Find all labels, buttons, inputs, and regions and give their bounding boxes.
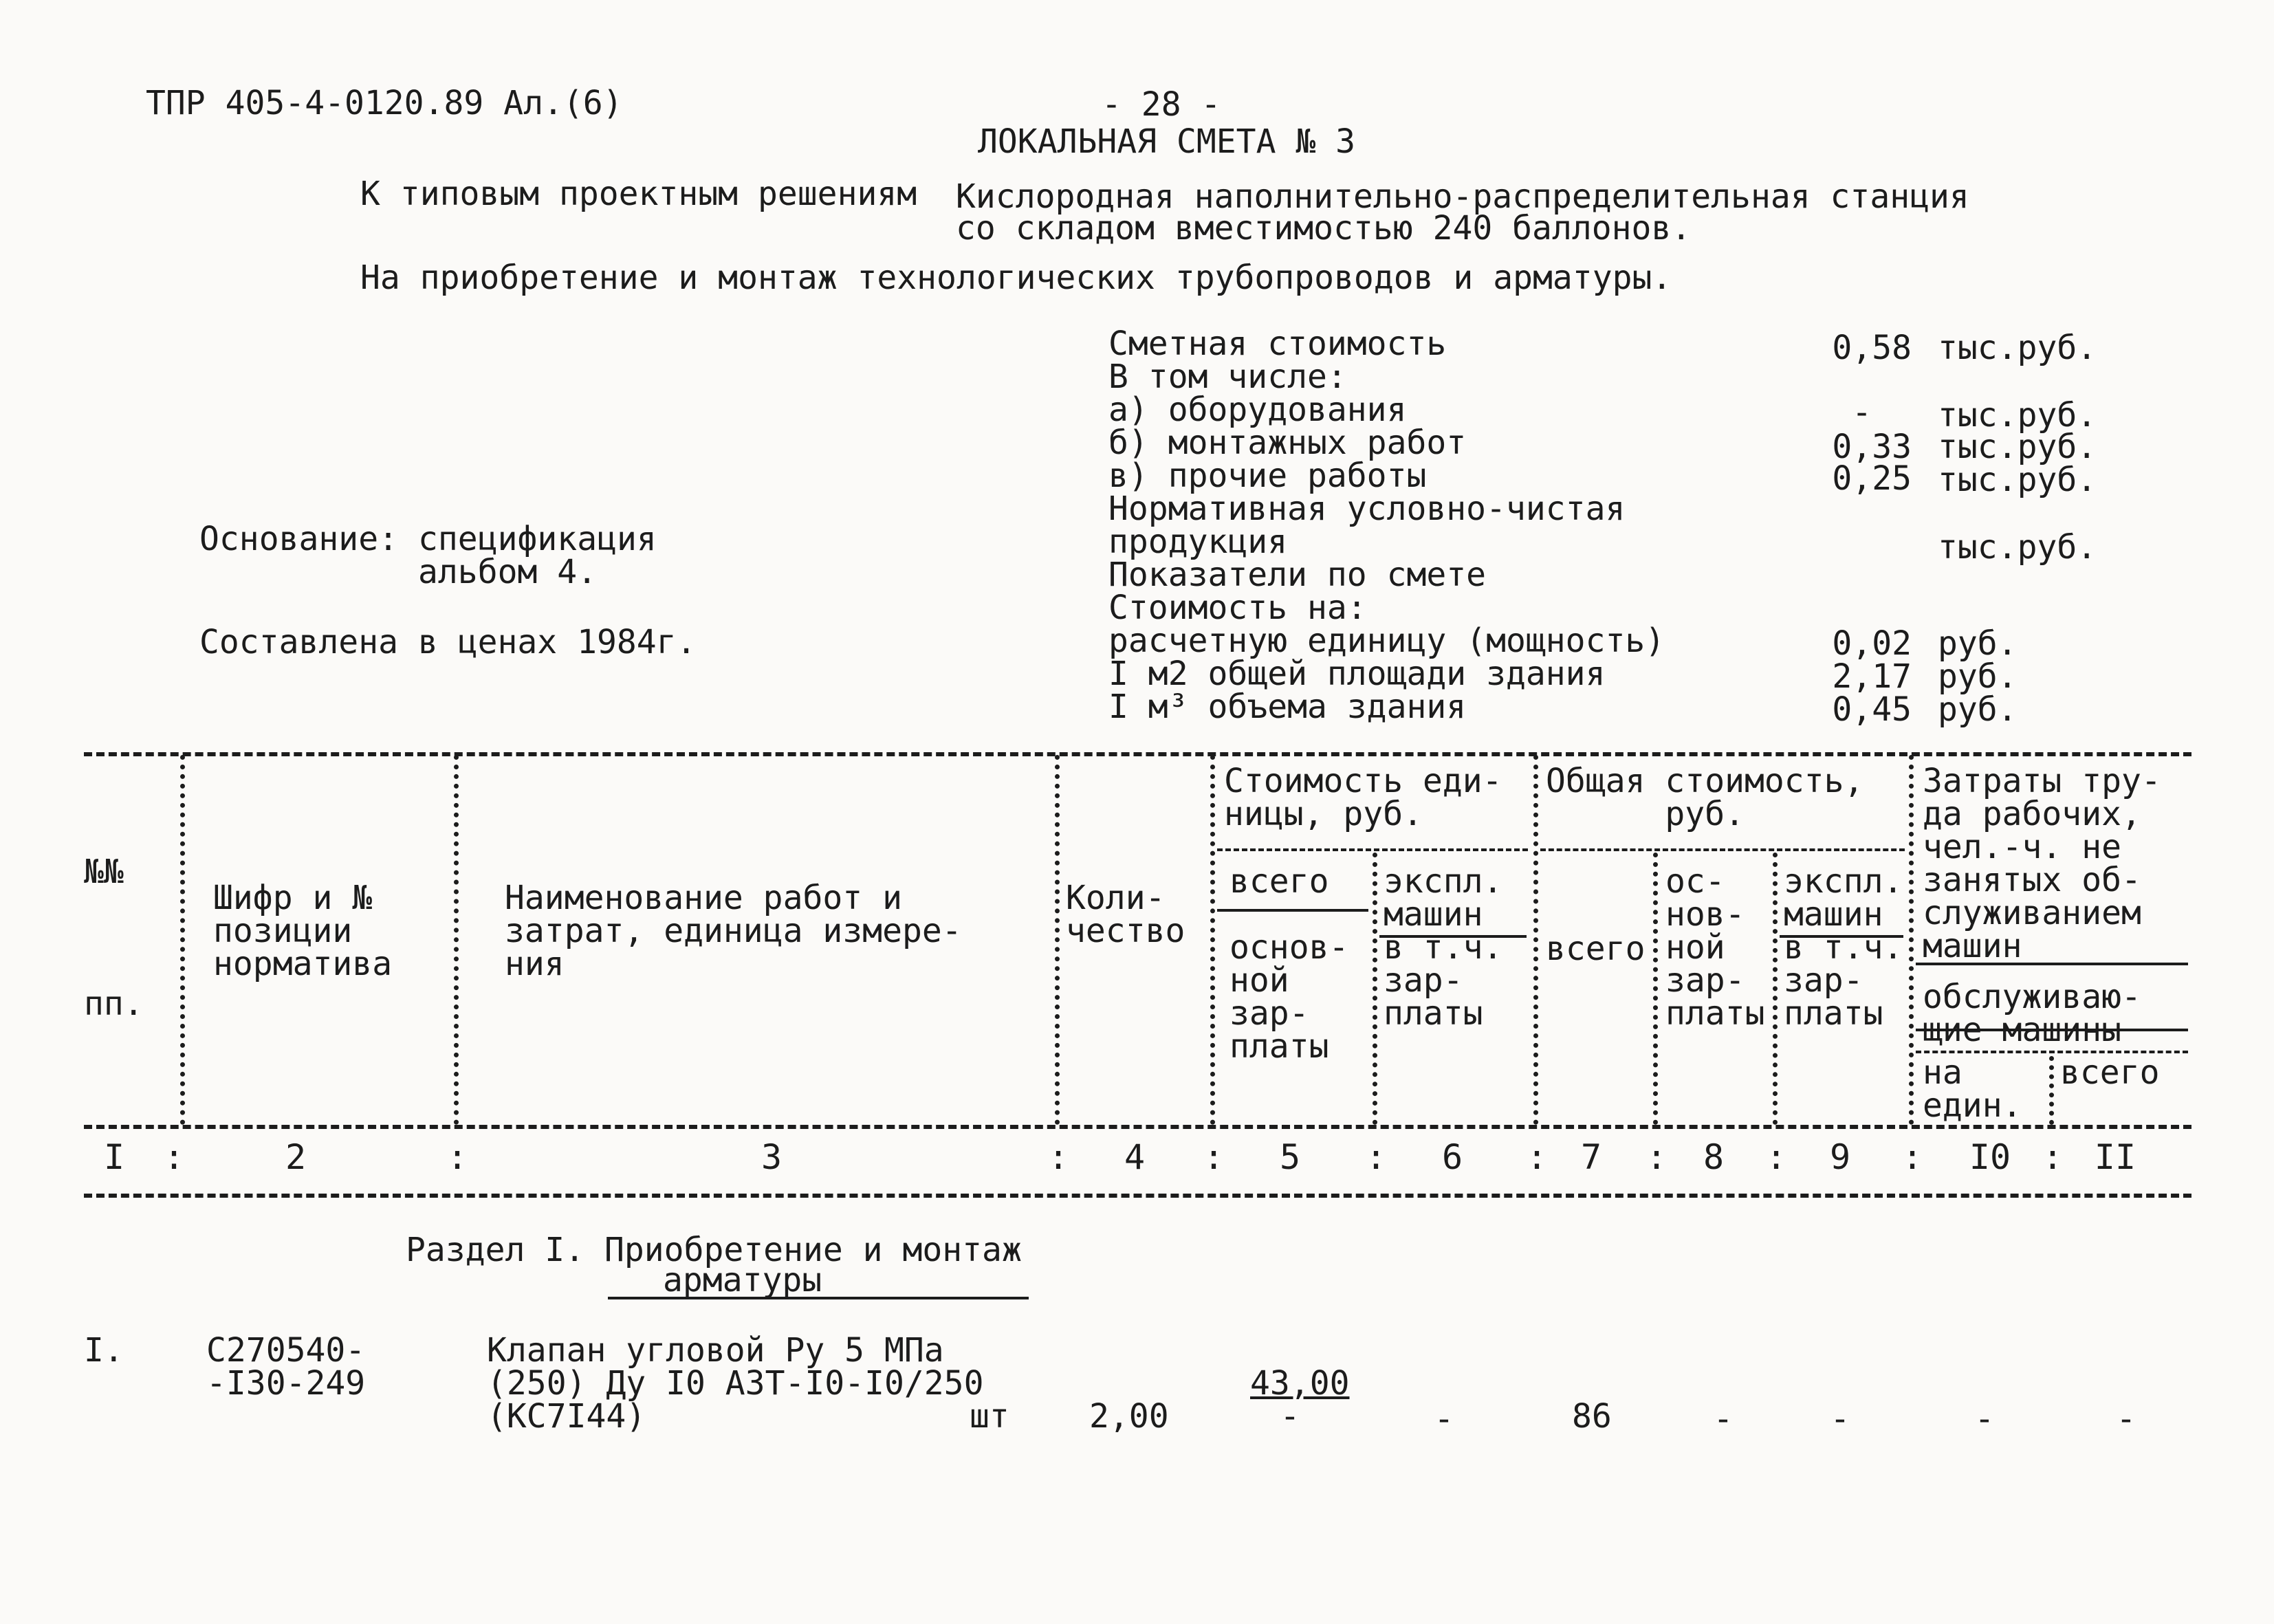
column-number: 8 <box>1703 1137 1725 1177</box>
row-total: 86 <box>1572 1397 1612 1436</box>
column-number: 2 <box>285 1137 307 1177</box>
project-name-line-2: со складом вместимостью 240 баллонов. <box>956 209 1692 248</box>
header-labor-machines: обслуживаю- щие машины <box>1923 978 2141 1049</box>
header-work-name: Наименование работ и затрат, единица измере- ния <box>505 879 962 983</box>
project-name-line-1: Кислородная наполнительно-распределительная станция <box>956 177 1969 216</box>
summary-value: 0,33 <box>1832 428 1912 466</box>
row-quantity: 2,00 <box>1089 1397 1169 1436</box>
column-separator <box>180 755 185 1125</box>
column-number-separator: : <box>164 1137 185 1177</box>
row-name-line-2: (250) Ду I0 АЗТ-I0-I0/250 <box>487 1364 984 1403</box>
row-labor-per-unit: - <box>1974 1400 1995 1438</box>
summary-label: Нормативная условно-чистая <box>1108 490 1626 528</box>
document-code: ТПР 405-4-0120.89 Ал.(6) <box>146 84 623 122</box>
header-unit-machines: экспл. машин в т.ч. зар- платы <box>1384 862 1503 1033</box>
column-number: 7 <box>1580 1137 1602 1177</box>
column-separator <box>1055 755 1060 1125</box>
column-number: 3 <box>761 1137 783 1177</box>
column-number-separator: : <box>1902 1137 1923 1177</box>
project-label: К типовым проектным решениям <box>360 175 917 213</box>
section-title-continued: арматуры <box>663 1261 822 1299</box>
summary-unit: руб. <box>1938 690 2018 729</box>
subheader-rule <box>1217 848 1528 851</box>
summary-unit: тыс.руб. <box>1938 528 2097 567</box>
summary-unit: тыс.руб. <box>1938 396 2097 435</box>
summary-unit: тыс.руб. <box>1938 428 2097 466</box>
section-title: Раздел I. Приобретение и монтаж <box>406 1231 1022 1269</box>
header-quantity: Коли- чество <box>1066 879 1185 950</box>
column-numbers-rule <box>84 1194 2191 1198</box>
column-number: I0 <box>1969 1137 2011 1177</box>
column-number-separator: : <box>1766 1137 1787 1177</box>
summary-label: I м³ объема здания <box>1108 688 1467 726</box>
row-unit-machines: - <box>1434 1400 1454 1438</box>
summary-label: в) прочие работы <box>1108 457 1427 495</box>
header-unit-cost-total: всего основ- ной зар- платы <box>1229 862 1349 1066</box>
column-number-separator: : <box>1646 1137 1668 1177</box>
column-number: 6 <box>1441 1137 1463 1177</box>
column-separator <box>1909 755 1914 1125</box>
header-total-all: всего <box>1546 930 1646 968</box>
basis-value-1: спецификация <box>418 520 657 558</box>
header-row-number: №№ пп. <box>84 853 144 1023</box>
column-number: II <box>2094 1137 2136 1177</box>
estimate-title: ЛОКАЛЬНАЯ СМЕТА № 3 <box>978 122 1356 161</box>
row-unit: шт <box>970 1397 1009 1436</box>
column-number: 5 <box>1279 1137 1301 1177</box>
basis-label: Основание: <box>199 520 398 558</box>
summary-label: расчетную единицу (мощность) <box>1108 622 1665 660</box>
column-number: 9 <box>1829 1137 1851 1177</box>
header-total-machines: экспл. машин в т.ч. зар- платы <box>1784 862 1903 1033</box>
row-name: Клапан угловой Ру 5 МПа <box>487 1331 944 1370</box>
column-separator <box>1773 853 1778 1125</box>
compiled-in-prices: Составлена в ценах 1984г. <box>199 623 697 661</box>
column-number-separator: : <box>447 1137 468 1177</box>
summary-value: - <box>1852 393 1872 432</box>
column-separator <box>1653 853 1658 1125</box>
summary-unit: тыс.руб. <box>1938 329 2097 367</box>
page-number: - 28 - <box>1102 85 1221 124</box>
header-unit-cost: Стоимость еди- ницы, руб. <box>1224 762 1502 833</box>
column-number-separator: : <box>1048 1137 1069 1177</box>
column-separator <box>1533 755 1538 1125</box>
summary-label: Сметная стоимость <box>1108 325 1447 363</box>
summary-unit: руб. <box>1938 624 2018 663</box>
summary-value: 0,25 <box>1832 459 1912 498</box>
row-unit-cost: 43,00 <box>1250 1364 1350 1403</box>
header-total-wage: ос- нов- ной зар- платы <box>1665 862 1765 1033</box>
summary-label: I м2 общей площади здания <box>1108 655 1606 693</box>
table-top-rule <box>84 752 2191 756</box>
row-code-continued: -I30-249 <box>206 1364 366 1403</box>
basis-value-2: альбом 4. <box>418 553 598 591</box>
column-number: I <box>103 1137 125 1177</box>
header-labor-total: всего <box>2060 1053 2160 1092</box>
summary-label: В том числе: <box>1108 358 1347 396</box>
summary-value: 0,02 <box>1832 624 1912 663</box>
row-code: С270540- <box>206 1331 366 1370</box>
column-number-separator: : <box>1527 1137 1548 1177</box>
header-norm-code: Шифр и № позиции норматива <box>213 879 393 983</box>
column-separator <box>1210 755 1215 1125</box>
header-bottom-rule <box>84 1125 2191 1129</box>
row-number: I. <box>84 1331 124 1370</box>
column-separator <box>1373 853 1377 1125</box>
row-name-line-3: (КС7I44) <box>487 1397 646 1436</box>
column-separator <box>454 755 459 1125</box>
header-total-cost: Общая стоимость, руб. <box>1546 762 1864 833</box>
summary-label: продукция <box>1108 523 1288 561</box>
summary-unit: руб. <box>1938 657 2018 696</box>
summary-value: 2,17 <box>1832 657 1912 696</box>
summary-unit: тыс.руб. <box>1938 461 2097 499</box>
subheader-rule <box>1540 848 1905 851</box>
summary-label: Показатели по смете <box>1108 556 1487 594</box>
header-labor-per-unit: на един. <box>1923 1053 2022 1125</box>
section-underline <box>608 1297 1029 1299</box>
estimate-purpose: На приобретение и монтаж технологических трубопроводов и арматуры. <box>360 259 1672 297</box>
summary-value: 0,45 <box>1832 690 1912 729</box>
column-separator <box>2049 1056 2054 1125</box>
summary-label: Стоимость на: <box>1108 589 1367 627</box>
summary-label: а) оборудования <box>1108 391 1407 429</box>
summary-label: б) монтажных работ <box>1108 424 1467 462</box>
row-labor-total: - <box>2116 1400 2136 1438</box>
row-total-wage: - <box>1713 1400 1734 1438</box>
summary-value: 0,58 <box>1832 329 1912 367</box>
row-total-machines: - <box>1830 1400 1850 1438</box>
row-unit-wage: - <box>1280 1397 1300 1436</box>
column-number-separator: : <box>1366 1137 1387 1177</box>
column-number-separator: : <box>2042 1137 2064 1177</box>
column-number-separator: : <box>1203 1137 1225 1177</box>
column-number: 4 <box>1124 1137 1146 1177</box>
header-labor: Затраты тру- да рабочих, чел.-ч. не занятых об- служиванием машин <box>1923 762 2161 965</box>
